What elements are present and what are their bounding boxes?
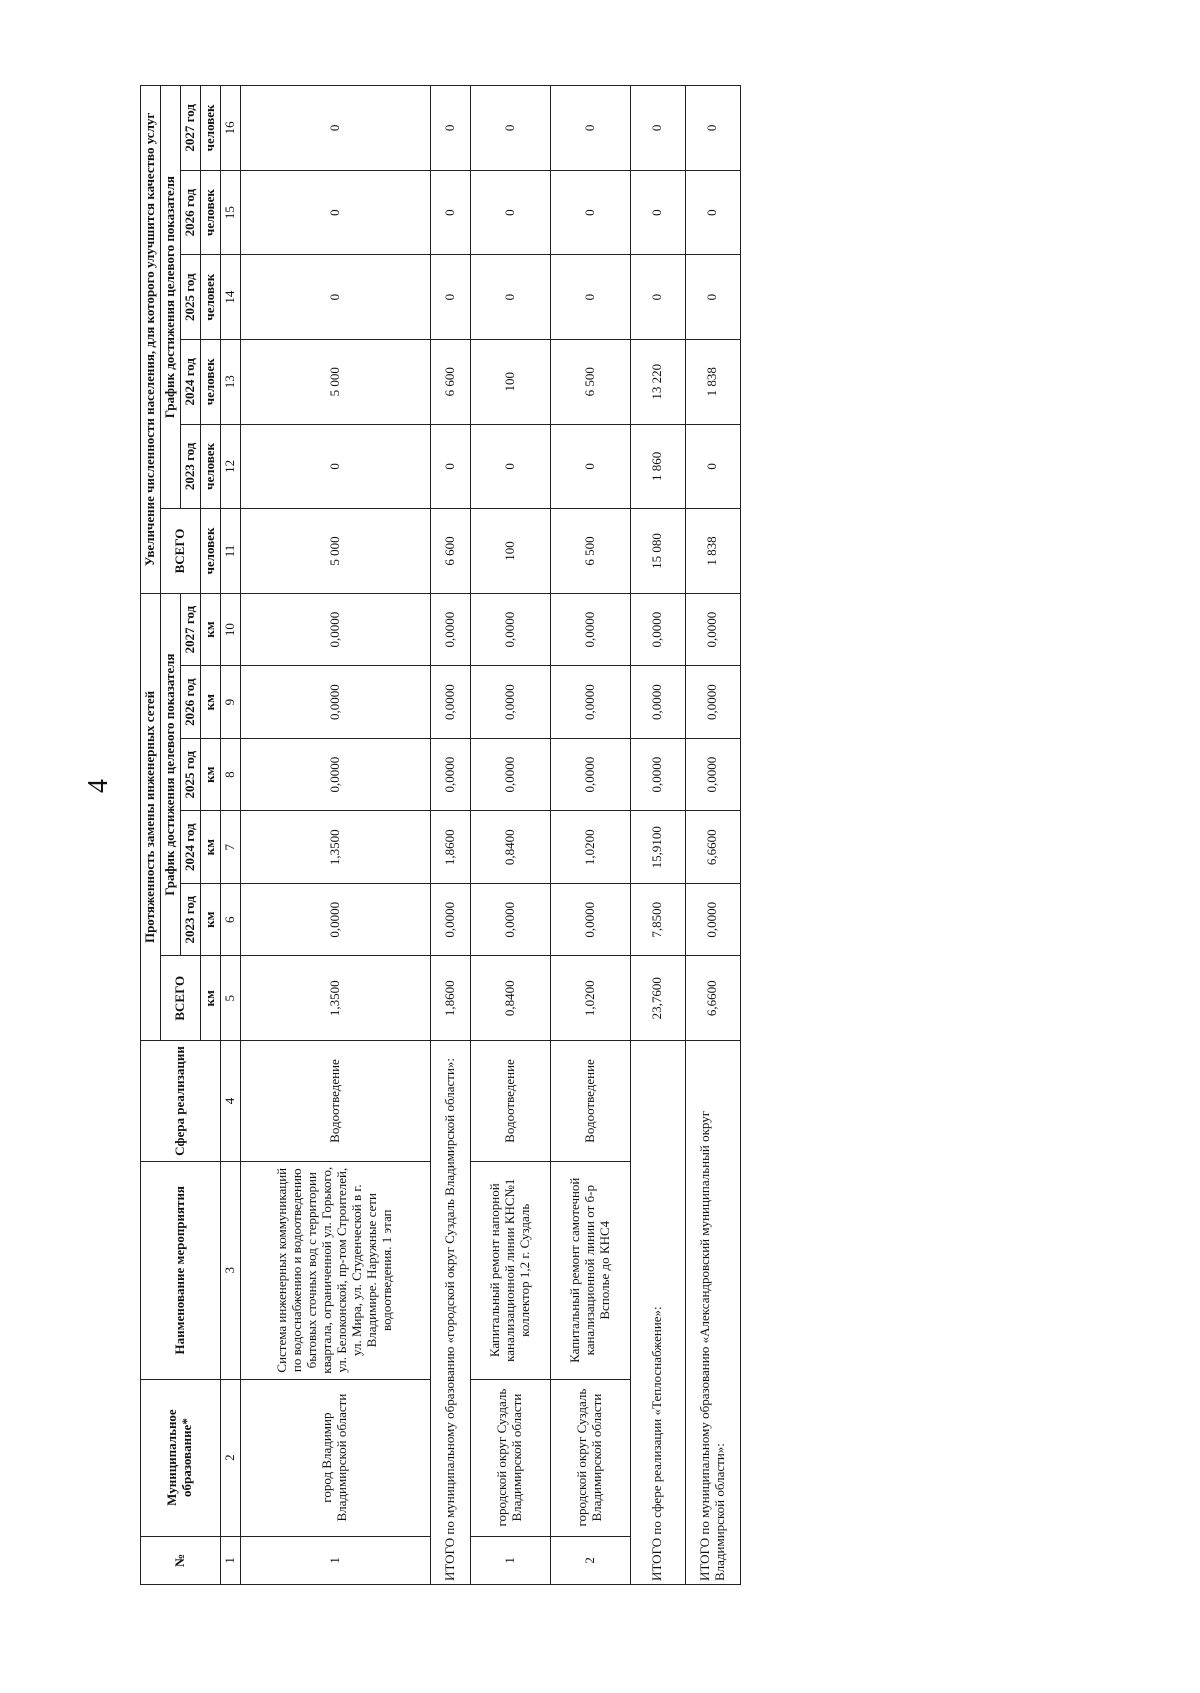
km-2027: 0,0000	[685, 593, 740, 666]
header-population: Увеличение численности населения, для которого улучшится качество услуг	[141, 86, 161, 594]
km-2023: 0,0000	[470, 883, 550, 956]
people-2023: 0	[240, 424, 430, 509]
km-2026: 0,0000	[685, 666, 740, 739]
people-2027: 0	[240, 86, 430, 171]
unit-km: км	[200, 883, 220, 956]
col-number: 9	[220, 666, 240, 739]
row-municipality: городской округ Суздаль Владимирской области	[550, 1379, 630, 1536]
people-total: 5 000	[240, 509, 430, 594]
unit-people: человек	[200, 509, 220, 594]
people-2024: 6 500	[550, 339, 630, 424]
col-number: 1	[220, 1536, 240, 1584]
km-total: 1,0200	[550, 956, 630, 1041]
people-2027: 0	[685, 86, 740, 171]
people-2026: 0	[550, 170, 630, 255]
people-2024: 13 220	[630, 339, 685, 424]
km-2024: 1,0200	[550, 811, 630, 884]
col-number: 13	[220, 339, 240, 424]
header-year: 2025 год	[180, 738, 200, 811]
people-2024: 100	[470, 339, 550, 424]
people-2025: 0	[240, 255, 430, 340]
people-2023: 0	[470, 424, 550, 509]
col-number: 2	[220, 1379, 240, 1536]
header-year: 2027 год	[180, 593, 200, 666]
km-2023: 0,0000	[550, 883, 630, 956]
people-total: 100	[470, 509, 550, 594]
people-2023: 0	[430, 424, 470, 509]
header-total-people: ВСЕГО	[160, 509, 200, 594]
data-table	[140, 85, 741, 1585]
km-2024: 0,8400	[470, 811, 550, 884]
header-year: 2026 год	[180, 666, 200, 739]
km-total: 1,3500	[240, 956, 430, 1041]
people-2026: 0	[430, 170, 470, 255]
km-2026: 0,0000	[430, 666, 470, 739]
header-sphere: Сфера реализации	[141, 1041, 221, 1162]
people-total: 15 080	[630, 509, 685, 594]
row-sphere: Водоотведение	[240, 1041, 430, 1162]
unit-km: км	[200, 811, 220, 884]
km-2027: 0,0000	[470, 593, 550, 666]
row-sphere: Водоотведение	[470, 1041, 550, 1162]
header-year: 2027 год	[180, 86, 200, 171]
km-2024: 1,3500	[240, 811, 430, 884]
people-2023: 0	[550, 424, 630, 509]
header-schedule-km: График достижения целевого показателя	[160, 593, 180, 956]
col-number: 12	[220, 424, 240, 509]
row-municipality: городской округ Суздаль Владимирской области	[470, 1379, 550, 1536]
people-2023: 1 860	[630, 424, 685, 509]
people-total: 6 500	[550, 509, 630, 594]
people-2025: 0	[470, 255, 550, 340]
unit-km: км	[200, 956, 220, 1041]
people-2024: 1 838	[685, 339, 740, 424]
km-2026: 0,0000	[630, 666, 685, 739]
km-2023: 0,0000	[240, 883, 430, 956]
km-2023: 7,8500	[630, 883, 685, 956]
row-num: 1	[470, 1536, 550, 1584]
people-2026: 0	[240, 170, 430, 255]
km-2025: 0,0000	[550, 738, 630, 811]
km-2027: 0,0000	[430, 593, 470, 666]
km-2025: 0,0000	[630, 738, 685, 811]
total-row	[630, 86, 685, 1585]
row-event: Капитальный ремонт напорной канализационной линии КНС№1 коллектор 1,2 г. Суздаль	[470, 1161, 550, 1379]
column-numbers-row	[220, 86, 240, 1585]
km-2025: 0,0000	[685, 738, 740, 811]
km-2025: 0,0000	[240, 738, 430, 811]
people-2025: 0	[685, 255, 740, 340]
people-total: 1 838	[685, 509, 740, 594]
unit-people: человек	[200, 424, 220, 509]
col-number: 4	[220, 1041, 240, 1162]
unit-people: человек	[200, 255, 220, 340]
km-2025: 0,0000	[430, 738, 470, 811]
col-number: 8	[220, 738, 240, 811]
col-number: 5	[220, 956, 240, 1041]
people-2025: 0	[550, 255, 630, 340]
header-year: 2023 год	[180, 424, 200, 509]
people-2026: 0	[630, 170, 685, 255]
people-2027: 0	[630, 86, 685, 171]
km-2026: 0,0000	[470, 666, 550, 739]
unit-km: км	[200, 738, 220, 811]
people-2025: 0	[630, 255, 685, 340]
km-2027: 0,0000	[240, 593, 430, 666]
km-2026: 0,0000	[550, 666, 630, 739]
rotated-table-container	[140, 85, 1140, 1585]
row-event: Капитальный ремонт самотечной канализационной линии от б-р Всполье до КНС4	[550, 1161, 630, 1379]
row-event: Система инженерных коммуникаций по водоснабжению и водоотведению бытовых сточных вод с территории квартала, ограниченной ул. Горького, ул. Белоконской, пр-том Строителей, ул. Мира, ул. Студенческой в г. Владимире. Наружные сети водоотведения. 1 этап	[240, 1161, 430, 1379]
col-number: 10	[220, 593, 240, 666]
people-2027: 0	[550, 86, 630, 171]
km-total: 6,6600	[685, 956, 740, 1041]
row-municipality: город Владимир Владимирской области	[240, 1379, 430, 1536]
col-number: 16	[220, 86, 240, 171]
people-2026: 0	[685, 170, 740, 255]
km-2025: 0,0000	[470, 738, 550, 811]
unit-km: км	[200, 666, 220, 739]
unit-people: человек	[200, 170, 220, 255]
km-total: 23,7600	[630, 956, 685, 1041]
row-num: 2	[550, 1536, 630, 1584]
km-2024: 15,9100	[630, 811, 685, 884]
table-row	[470, 86, 550, 1585]
unit-km: км	[200, 593, 220, 666]
km-2026: 0,0000	[240, 666, 430, 739]
km-2024: 6,6600	[685, 811, 740, 884]
page-number: 4	[83, 779, 114, 793]
table-body	[240, 86, 740, 1585]
row-num: 1	[240, 1536, 430, 1584]
people-2025: 0	[430, 255, 470, 340]
col-number: 11	[220, 509, 240, 594]
km-2023: 0,0000	[685, 883, 740, 956]
total-label: ИТОГО по сфере реализации «Теплоснабжение»:	[630, 1041, 685, 1585]
km-2027: 0,0000	[550, 593, 630, 666]
header-municipality: Муниципальное образование*	[141, 1379, 221, 1536]
total-row	[430, 86, 470, 1585]
unit-people: человек	[200, 86, 220, 171]
km-2024: 1,8600	[430, 811, 470, 884]
km-2023: 0,0000	[430, 883, 470, 956]
header-year: 2026 год	[180, 170, 200, 255]
people-2024: 5 000	[240, 339, 430, 424]
header-event: Наименование мероприятия	[141, 1161, 221, 1379]
col-number: 15	[220, 170, 240, 255]
header-year: 2024 год	[180, 811, 200, 884]
header-year: 2023 год	[180, 883, 200, 956]
header-networks: Протяженность замены инженерных сетей	[141, 593, 161, 1040]
people-2023: 0	[685, 424, 740, 509]
col-number: 14	[220, 255, 240, 340]
unit-people: человек	[200, 339, 220, 424]
total-label: ИТОГО по муниципальному образованию «Александровский муниципальный округ Владимирской области»:	[685, 1041, 740, 1585]
total-row	[685, 86, 740, 1585]
table-row	[240, 86, 430, 1585]
table-header	[141, 86, 241, 1585]
km-total: 0,8400	[470, 956, 550, 1041]
people-2027: 0	[470, 86, 550, 171]
header-total-km: ВСЕГО	[160, 956, 200, 1041]
header-num: №	[141, 1536, 221, 1584]
people-2026: 0	[470, 170, 550, 255]
people-2024: 6 600	[430, 339, 470, 424]
table-row	[550, 86, 630, 1585]
col-number: 6	[220, 883, 240, 956]
people-2027: 0	[430, 86, 470, 171]
total-label: ИТОГО по муниципальному образованию «городской округ Суздаль Владимирской области»:	[430, 1041, 470, 1585]
km-2027: 0,0000	[630, 593, 685, 666]
km-total: 1,8600	[430, 956, 470, 1041]
people-total: 6 600	[430, 509, 470, 594]
header-schedule-people: График достижения целевого показателя	[160, 86, 180, 509]
header-year: 2025 год	[180, 255, 200, 340]
col-number: 7	[220, 811, 240, 884]
row-sphere: Водоотведение	[550, 1041, 630, 1162]
header-year: 2024 год	[180, 339, 200, 424]
col-number: 3	[220, 1161, 240, 1379]
